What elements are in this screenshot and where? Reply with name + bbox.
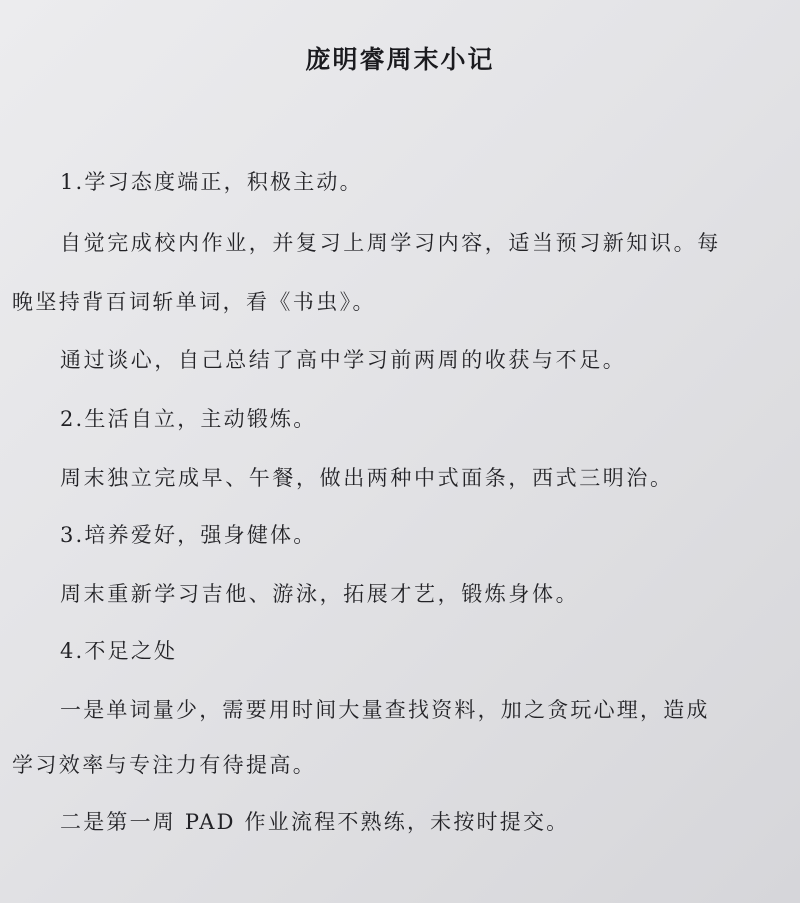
paragraph-line: 自觉完成校内作业，并复习上周学习内容，适当预习新知识。每 <box>60 231 721 255</box>
section-heading-independent-life: 2.生活自立，主动锻炼。 <box>60 407 317 431</box>
paragraph-line: 二是第一周 PAD 作业流程不熟练，未按时提交。 <box>60 810 570 834</box>
paragraph-line: 周末重新学习吉他、游泳，拓展才艺，锻炼身体。 <box>60 582 580 606</box>
paragraph-line: 通过谈心，自己总结了高中学习前两周的收获与不足。 <box>60 348 627 372</box>
section-heading-shortcomings: 4.不足之处 <box>60 639 178 663</box>
paragraph-line: 晚坚持背百词斩单词，看《书虫》。 <box>12 290 376 314</box>
section-heading-study-attitude: 1.学习态度端正，积极主动。 <box>60 170 363 194</box>
section-heading-hobbies: 3.培养爱好，强身健体。 <box>60 523 317 547</box>
paragraph-line: 一是单词量少，需要用时间大量查找资料，加之贪玩心理，造成 <box>60 698 710 722</box>
paragraph-line: 周末独立完成早、午餐，做出两种中式面条，西式三明治。 <box>60 466 674 490</box>
document-title: 庞明睿周末小记 <box>305 45 495 74</box>
paragraph-line: 学习效率与专注力有待提高。 <box>12 753 317 777</box>
